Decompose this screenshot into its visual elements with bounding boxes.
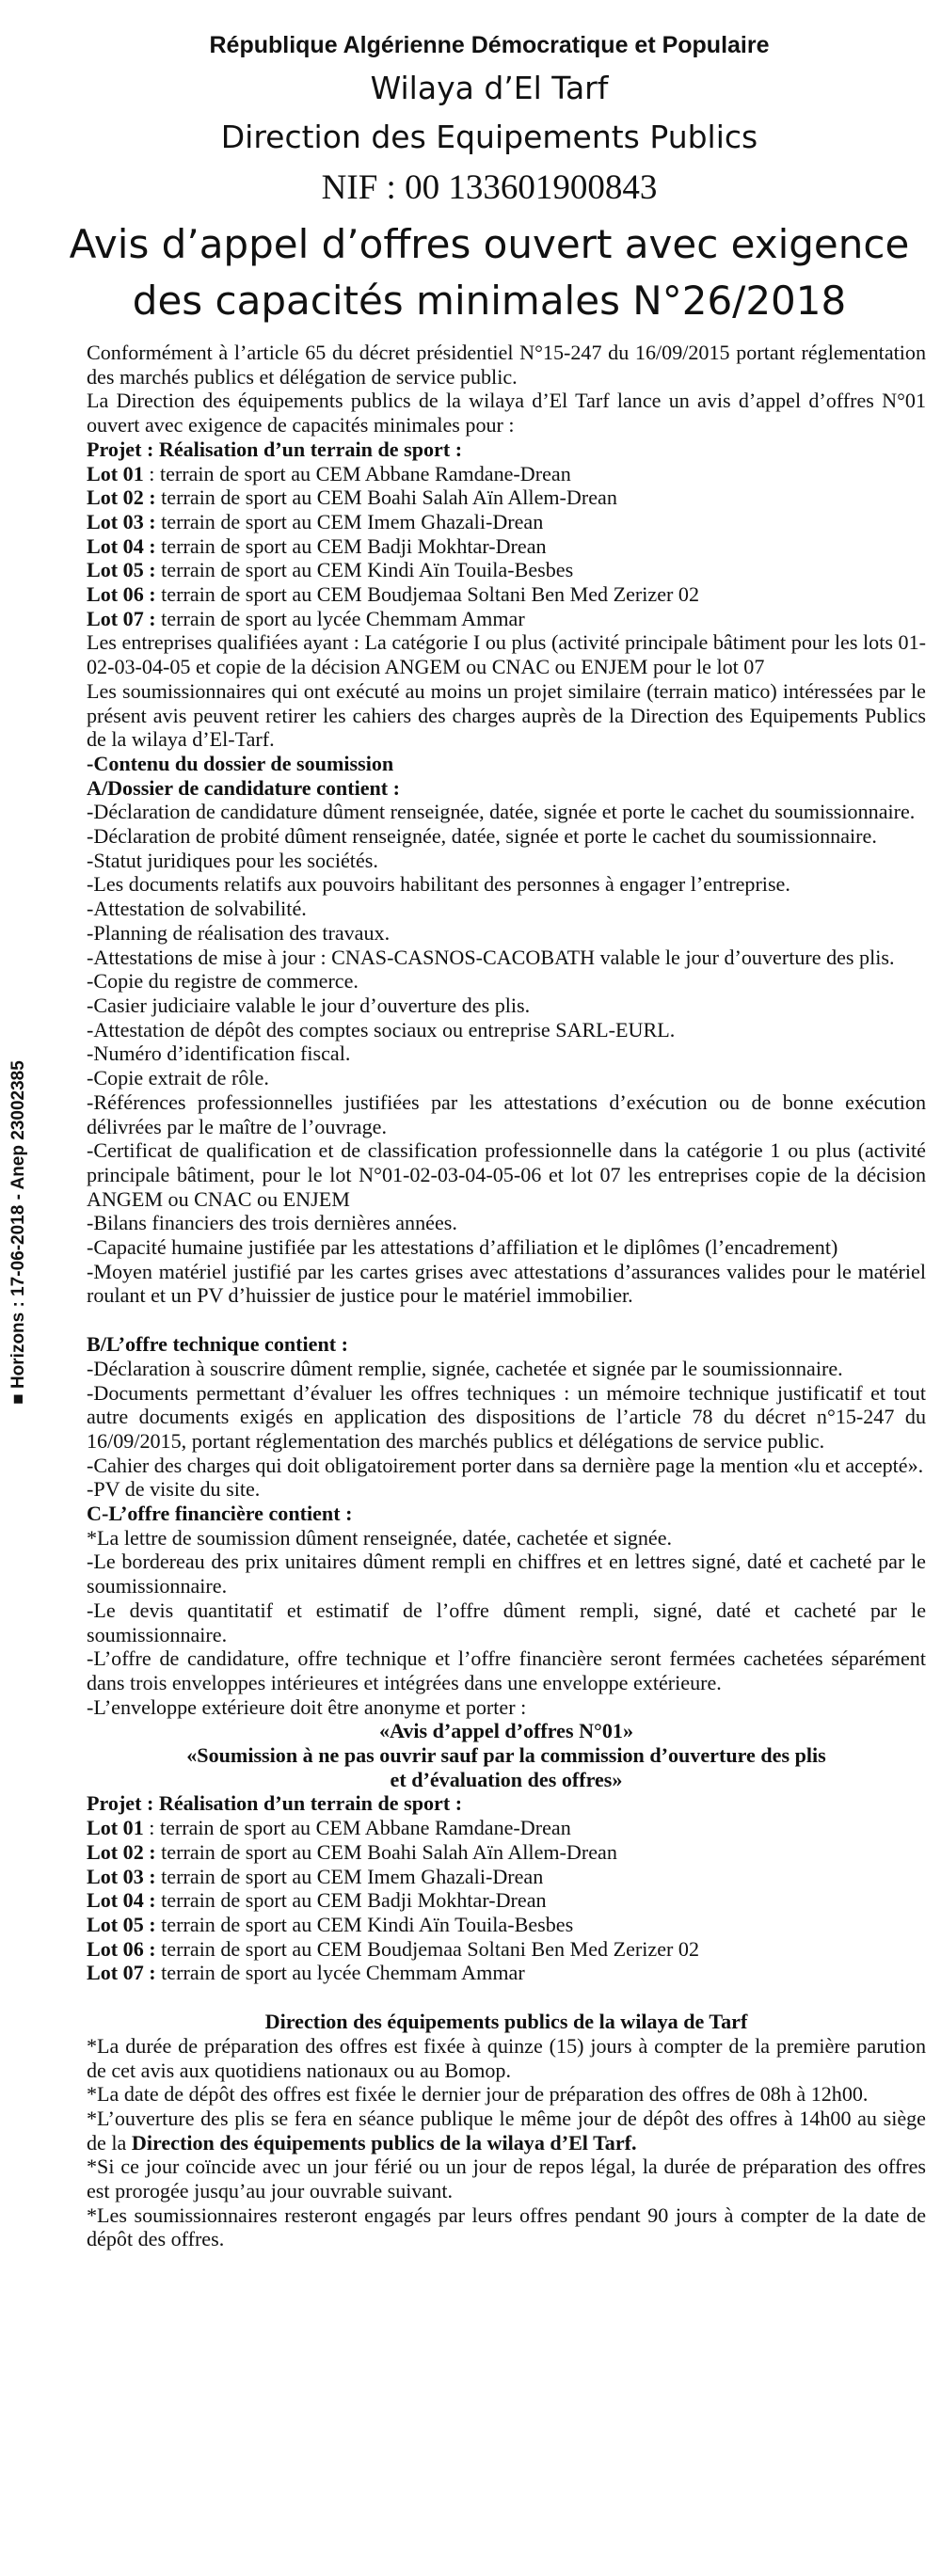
notice-title-line-2: des capacités minimales N°26/2018: [132, 278, 847, 324]
footer-note: *La date de dépôt des offres est fixée le dernier jour de préparation des offres de 08h à 12h00.: [87, 2082, 869, 2107]
lot-text: terrain de sport au CEM Boudjemaa Soltani Ben Med Zerizer 02: [155, 582, 699, 607]
list-item: *La lettre de soumission dûment renseignée, datée, cachetée et signée.: [87, 1525, 673, 1550]
list-item: -Numéro d’identification fiscal.: [87, 1042, 351, 1066]
list-item: -Le devis quantitatif et estimatif de l’offre dûment rempli, signé, daté et cacheté par le soumissionnaire.: [87, 1598, 926, 1646]
lot-label: Lot 03 :: [87, 1864, 156, 1888]
intro-paragraph-2: La Direction des équipements publics de la wilaya d’El Tarf lance un avis d’appel d’offres N°01 ouvert avec exigence de capacités minimales pour :: [87, 389, 926, 437]
lot-label: Lot 07 :: [87, 1961, 156, 1985]
lot-text: terrain de sport au CEM Kindi Aïn Touila-Besbes: [155, 558, 574, 582]
lot-text: terrain de sport au CEM Imem Ghazali-Drean: [155, 1864, 544, 1888]
footer-note: *Les soumissionnaires resteront engagés par leurs offres pendant 90 jours à compter de la date de dépôt des offres.: [87, 2202, 926, 2251]
lot-item: [87, 1961, 926, 1985]
footer-note-bold: Direction des équipements publics de la wilaya d’El Tarf.: [131, 2130, 637, 2155]
footer-note-text: *L’ouverture des plis se fera en séance publique le même jour de dépôt des offres à 14h00 au siège de la: [87, 2106, 926, 2155]
lot-item: [87, 1888, 926, 1913]
lot-item: [87, 607, 926, 631]
intro-paragraph-1: Conformément à l’article 65 du décret présidentiel N°15-247 du 16/09/2015 portant réglementation des marchés publics et délégation de service public.: [87, 341, 926, 389]
notice-header: [38, 26, 941, 327]
envelope-title: «Avis d’appel d’offres N°01»: [378, 1719, 634, 1743]
list-item: -Capacité humaine justifiée par les attestations d’affiliation et le diplômes (l’encadrement): [87, 1235, 838, 1260]
envelope-project-heading: Projet : Réalisation d’un terrain de sport :: [87, 1791, 463, 1816]
list-item: -L’enveloppe extérieure doit être anonyme et porter :: [87, 1694, 527, 1719]
side-publication-text: ■ Horizons : 17-06-2018 - Anep 23002385: [8, 1060, 29, 1405]
list-item: -Le bordereau des prix unitaires dûment rempli en chiffres et en lettres signé, daté et cacheté par le soumissionnaire.: [87, 1550, 926, 1598]
list-item: -Copie du registre de commerce.: [87, 969, 359, 994]
lots-list: [87, 462, 926, 631]
lot-label: Lot 07 :: [87, 606, 156, 630]
list-item: -Statut juridiques pour les sociétés.: [87, 848, 378, 872]
lot-label: Lot 01: [87, 461, 144, 485]
eligibility-paragraph-2: Les soumissionnaires qui ont exécuté au moins un projet similaire (terrain matico) intéressées par le présent avis peuvent retirer les cahiers des charges auprès de la Direction des Equipements Publics de la wilaya d’El-Tarf.: [87, 678, 926, 752]
list-item: -Les documents relatifs aux pouvoirs habilitant des personnes à engager l’entreprise.: [87, 872, 790, 897]
list-item: -Planning de réalisation des travaux.: [87, 920, 391, 945]
candidature-list: [87, 800, 926, 1308]
footer-note: *La durée de préparation des offres est fixée à quinze (15) jours à compter de la première parution de cet avis aux quotidiens nationaux ou au Bomop.: [87, 2033, 926, 2082]
lot-text: terrain de sport au CEM Boudjemaa Soltani Ben Med Zerizer 02: [155, 1936, 699, 1961]
list-item: -Déclaration à souscrire dûment remplie, signée, cachetée et signée par le soumissionnaire.: [87, 1356, 843, 1380]
side-publication-label: [6, 988, 32, 1477]
lot-item: [87, 462, 926, 486]
list-item: -Certificat de qualification et de classification professionnelle dans la catégorie 1 ou plus (activité principale bâtiment, pour le lot N°01-02-03-04-05-06 et lot 07 les entreprises copie de la décision ANGEM ou CNAC ou ENJEM: [87, 1138, 926, 1211]
list-item: -Attestations de mise à jour : CNAS-CASNOS-CACOBATH valable le jour d’ouverture des plis.: [87, 945, 895, 969]
lot-item: [87, 558, 926, 582]
lot-label: Lot 02 :: [87, 485, 156, 510]
list-item: -Moyen matériel justifié par les cartes grises avec attestations d’assurances valides pour le matériel roulant et un PV d’huissier de justice pour le matériel immobilier.: [87, 1259, 926, 1308]
lot-item: [87, 582, 926, 607]
dossier-heading: -Contenu du dossier de soumission: [87, 751, 394, 775]
lot-item: [87, 534, 926, 559]
list-item: -Documents permettant d’évaluer les offres techniques : un mémoire technique justificatif et tout autre documents exigés en application des dispositions de l’article 78 du décret n°15-247 du 16/09/2015, portant réglementation des marchés publics et délégations de service public.: [87, 1380, 926, 1453]
list-item: -Bilans financiers des trois dernières années.: [87, 1211, 457, 1235]
lot-item: [87, 510, 926, 534]
lot-text: terrain de sport au CEM Boahi Salah Aïn Allem-Drean: [155, 1839, 617, 1864]
lot-item: [87, 1937, 926, 1962]
direction-line: Direction des Equipements Publics: [220, 119, 758, 155]
lot-text: terrain de sport au lycée Chemmam Ammar: [155, 606, 525, 630]
nif-line: NIF : 00 133601900843: [321, 168, 658, 207]
lot-label: Lot 04 :: [87, 1888, 156, 1913]
lot-item: [87, 1840, 926, 1865]
notice-title-line-1: Avis d’appel d’offres ouvert avec exigence: [69, 221, 910, 267]
lot-text: terrain de sport au CEM Imem Ghazali-Drean: [155, 509, 544, 533]
lot-item: [87, 1816, 926, 1840]
lot-text: terrain de sport au CEM Badji Mokhtar-Drean: [155, 533, 547, 558]
financial-offer-heading: C-L’offre financière contient :: [87, 1502, 353, 1526]
envelope-mention-line-1: «Soumission à ne pas ouvrir sauf par la commission d’ouverture des plis: [186, 1743, 826, 1768]
candidature-heading: A/Dossier de candidature contient :: [87, 775, 401, 800]
project-heading: Projet : Réalisation d’un terrain de sport :: [87, 437, 463, 461]
lot-text: : terrain de sport au CEM Abbane Ramdane-Drean: [143, 461, 571, 485]
envelope-mention-line-2: et d’évaluation des offres»: [390, 1767, 623, 1791]
lot-text: terrain de sport au CEM Kindi Aïn Touila-Besbes: [155, 1913, 574, 1936]
list-item: -Références professionnelles justifiées par les attestations d’exécution ou de bonne exécution délivrées par le maître de l’ouvrage.: [87, 1089, 926, 1138]
lot-item: [87, 485, 926, 510]
lot-label: Lot 05 :: [87, 1913, 156, 1936]
list-item: -L’offre de candidature, offre technique et l’offre financière seront fermées cachetées séparément dans trois enveloppes intérieures et intégrées dans une enveloppe extérieure.: [87, 1646, 926, 1694]
list-item: -PV de visite du site.: [87, 1477, 261, 1502]
lot-label: Lot 05 :: [87, 558, 156, 582]
lot-text: : terrain de sport au CEM Abbane Ramdane-Drean: [143, 1816, 571, 1840]
lot-item: [87, 1865, 926, 1889]
footer-note: [87, 2107, 926, 2155]
list-item: -Attestation de solvabilité.: [87, 897, 307, 921]
republic-line: République Algérienne Démocratique et Populaire: [209, 32, 770, 58]
list-item: -Copie extrait de rôle.: [87, 1066, 269, 1090]
lot-text: terrain de sport au CEM Badji Mokhtar-Drean: [155, 1888, 547, 1913]
eligibility-paragraph-1: Les entreprises qualifiées ayant : La catégorie I ou plus (activité principale bâtiment pour les lots 01-02-03-04-05 et copie de la décision ANGEM ou CNAC ou ENJEM pour le lot 07: [87, 630, 926, 679]
financial-offer-list: [87, 1526, 926, 1720]
technical-offer-heading: B/L’offre technique contient :: [87, 1332, 348, 1357]
list-item: -Casier judiciaire valable le jour d’ouverture des plis.: [87, 993, 531, 1017]
list-item: -Déclaration de probité dûment renseignée, datée, signée et porte le cachet du soumissionnaire.: [87, 824, 877, 849]
footer-heading: Direction des équipements publics de la wilaya de Tarf: [264, 2010, 748, 2034]
list-item: -Attestation de dépôt des comptes sociaux ou entreprise SARL-EURL.: [87, 1017, 676, 1042]
envelope-lots-list: [87, 1816, 926, 1985]
list-item: -Cahier des charges qui doit obligatoirement porter dans sa dernière page la mention «lu et accepté».: [87, 1453, 924, 1477]
lot-label: Lot 06 :: [87, 582, 156, 607]
notice-body: [87, 341, 926, 2251]
lot-label: Lot 01: [87, 1816, 144, 1840]
footer-note: *Si ce jour coïncide avec un jour férié ou un jour de repos légal, la durée de préparation des offres est prorogée jusqu’au jour ouvrable suivant.: [87, 2155, 926, 2203]
lot-label: Lot 06 :: [87, 1936, 156, 1961]
lot-text: terrain de sport au lycée Chemmam Ammar: [155, 1961, 525, 1985]
technical-offer-list: [87, 1357, 926, 1502]
lot-label: Lot 04 :: [87, 533, 156, 558]
lot-text: terrain de sport au CEM Boahi Salah Aïn Allem-Drean: [155, 485, 617, 510]
wilaya-line: Wilaya d’El Tarf: [370, 70, 609, 106]
lot-item: [87, 1913, 926, 1937]
lot-label: Lot 02 :: [87, 1839, 156, 1864]
lot-label: Lot 03 :: [87, 509, 156, 533]
list-item: -Déclaration de candidature dûment renseignée, datée, signée et porte le cachet du soumissionnaire.: [87, 800, 916, 824]
